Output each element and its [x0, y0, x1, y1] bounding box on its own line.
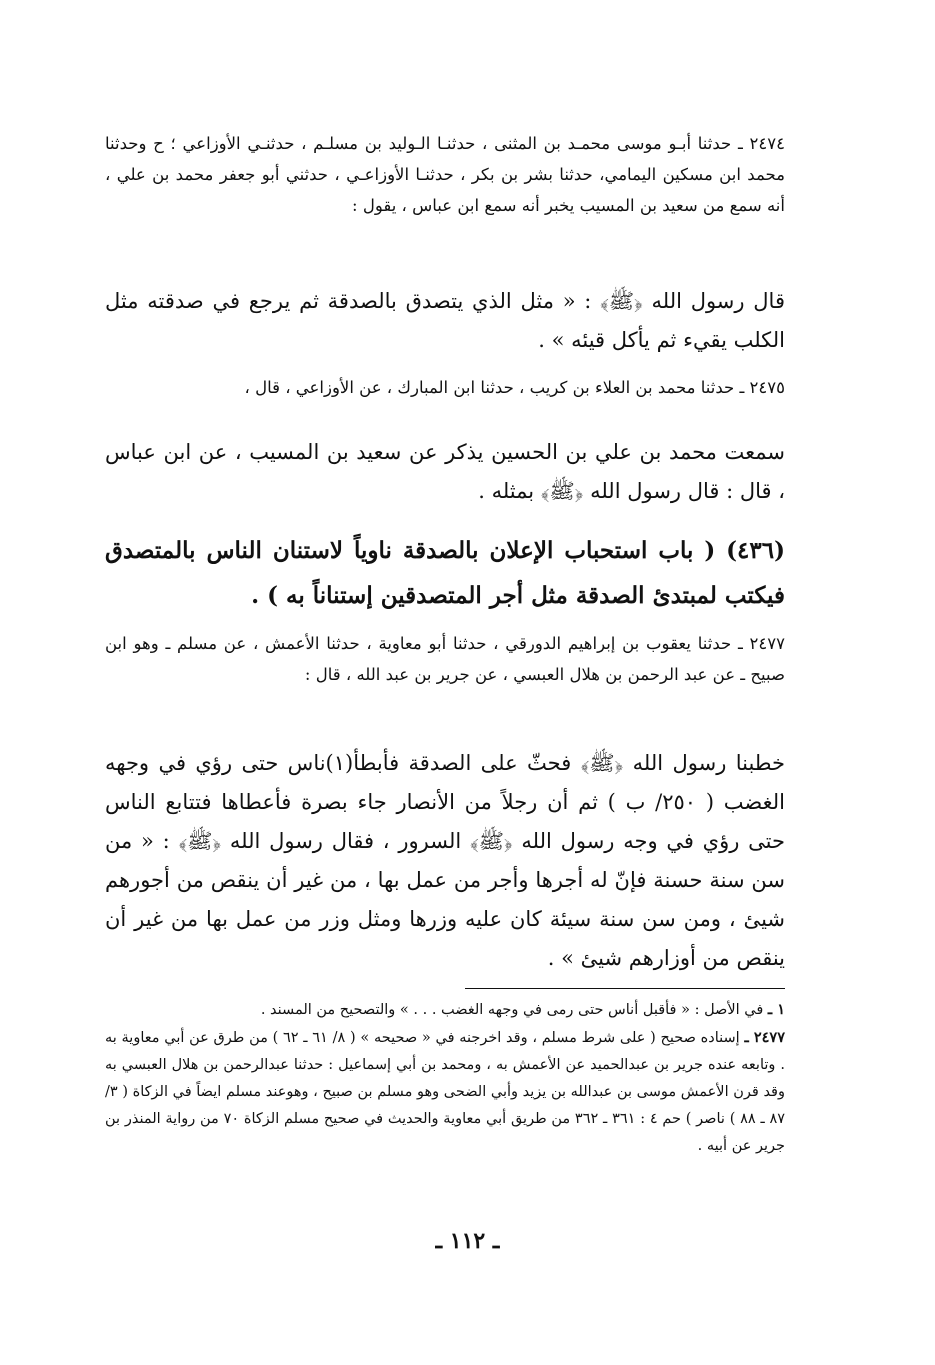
footnote-item: [105, 1024, 785, 1160]
footnote-divider: [465, 988, 785, 989]
hadith-2475-body: سمعت محمد بن علي بن الحسين يذكر عن سعيد بن المسيب ، عن ابن عباس ، قال : قال رسول الله ﴿ﷺ﴾ بمثله .: [105, 440, 785, 503]
hadith-2477-text: [105, 744, 785, 978]
hadith-2475-chain: [105, 372, 785, 403]
hadith-2474-body: قال رسول الله ﴿ﷺ﴾ : « مثل الذي يتصدق بالصدقة ثم يرجع في صدقته مثل الكلب يقيء ثم يأكل قيئه » .: [105, 289, 785, 352]
hadith-2475-text: [105, 433, 785, 511]
hadith-2474-chain-text: ٢٤٧٤ ـ حدثنا أبـو موسى محمـد بن المثنى ، حدثنـا الـوليد بن مسلـم ، حدثنـي الأوزاعي ؛ ح وحدثنا محمد ابن مسكين اليمامي، حدثنا بشر بن بكر ، حدثنـا الأوزاعـي ، حدثني أبو جعفر محمد بن علي ، أنه سمع من سعيد بن المسيب يخبر أنه سمع ابن عباس ، يقول :: [105, 134, 785, 215]
hadith-2475-chain-text: ٢٤٧٥ ـ حدثنا محمد بن العلاء بن كريب ، حدثنا ابن المبارك ، عن الأوزاعي ، قال ،: [244, 378, 785, 397]
hadith-2477-chain: [105, 628, 785, 690]
footnote-item: [105, 996, 785, 1024]
page-number-text: ـ ١١٢ ـ: [435, 1228, 500, 1254]
hadith-2474-chain: [105, 128, 785, 221]
footnotes: [105, 996, 785, 1160]
footnote-label: ١ ـ: [767, 1001, 785, 1018]
footnote-text: في الأصل : « فأقبل أناس حتى رمى في وجهه الغضب . . . » والتصحيح من المسند .: [260, 1002, 764, 1018]
hadith-2474-text: [105, 282, 785, 360]
hadith-2477-chain-text: ٢٤٧٧ ـ حدثنا يعقوب بن إبراهيم الدورقي ، حدثنا أبو معاوية ، حدثنا الأعمش ، عن مسلم ـ وهو ابن صبيح ـ عن عبد الرحمن بن هلال العبسي ، عن جرير بن عبد الله ، قال :: [105, 634, 785, 684]
chapter-heading: [105, 528, 785, 618]
hadith-2477-body: خطبنا رسول الله ﴿ﷺ﴾ فحثّ على الصدقة فأبطأ(١)ناس حتى رؤي في وجهه الغضب ( ٢٥٠/ ب ) ثم أن رجلاً من الأنصار جاء بصرة فأعطاها فتتابع الناس حتى رؤي في وجه رسول الله ﴿ﷺ﴾ السرور ، فقال رسول الله ﴿ﷺ﴾ : « من سن سنة حسنة فإنّ له أجرها وأجر من عمل بها ، من غير أن ينقص من أجورهم شيئ ، ومن سن سنة سيئة كان عليه وزرها ومثل وزر من عمل بها من غير أن ينقص من أوزارهم شيئ » .: [105, 751, 786, 970]
page-number: [0, 1228, 935, 1254]
footnote-text: إسناده صحيح ( على شرط مسلم ، وقد اخرجنه في « صحيحه » ( ٨/ ٦١ ـ ٦٢ ) من طرق عن أبي معاوية به . وتابعه عنده جرير بن عبدالحميد عن الأعمش به ، ومحمد بن أبي إسماعيل : حدثنا عبدالرحمن بن هلال العبسي به وقد قرن الأعمش موسى بن عبدالله بن يزيد وأبي الضحى وهو مسلم بن صبيح ، وهوعند مسلم ايضاً في الزكاة ( ٣/ ٨٧ ـ ٨٨ ) ناصر ) حم ٤ : ٣٦١ ـ ٣٦٢ من طريق أبي معاوية والحديث في صحيح مسلم الزكاة ٧٠ من رواية المنذر بن جرير عن أبيه .: [105, 1030, 786, 1154]
chapter-heading-text: (٤٣٦) ( باب استحباب الإعلان بالصدقة ناوياً لاستنان الناس بالمتصدق فيكتب لمبتدئ الصدقة مثل أجر المتصدقين إستناناً به ) .: [105, 537, 785, 609]
footnote-label: ٢٤٧٧ ـ: [744, 1029, 786, 1046]
